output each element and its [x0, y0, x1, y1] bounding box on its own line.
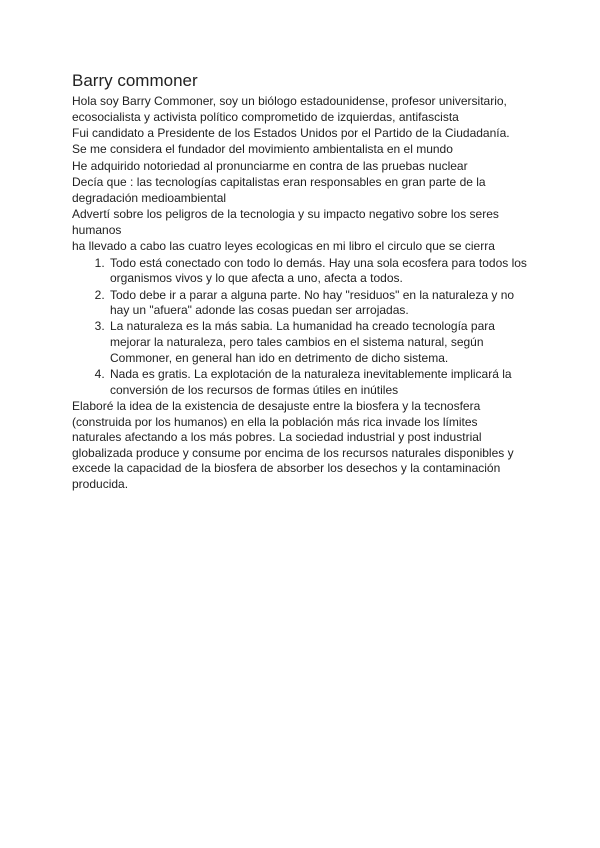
document-page [72, 70, 530, 493]
intro-paragraph: ha llevado a cabo las cuatro leyes ecologicas en mi libro el circulo que se cierra [72, 239, 495, 254]
list-item: 3. La naturaleza es la más sabia. La humanidad ha creado tecnología para mejorar la naturaleza, pero tales cambios en el sistema natural, según Commoner, en general han ido en detrimento de dicho sistema. [108, 319, 530, 366]
intro-paragraph: He adquirido notoriedad al pronunciarme en contra de las pruebas nuclear [72, 158, 468, 173]
intro-paragraph: Fui candidato a Presidente de los Estados Unidos por el Partido de la Ciudadanía. [72, 125, 510, 140]
intro-paragraph: Se me considera el fundador del movimiento ambientalista en el mundo [72, 142, 453, 157]
intro-paragraph: Advertí sobre los peligros de la tecnologia y su impacto negativo sobre los seres humanos [72, 207, 499, 237]
document-title: Barry commoner [72, 71, 198, 90]
list-item: 2. Todo debe ir a parar a alguna parte. No hay "residuos" en la naturaleza y no hay un "afuera" adonde las cosas puedan ser arrojadas. [108, 288, 530, 319]
intro-paragraph: Hola soy Barry Commoner, soy un biólogo estadounidense, profesor universitario, ecosocialista y activista político comprometido de izquierdas, antifascista [72, 94, 507, 124]
intro-paragraph: Decía que : las tecnologías capitalistas eran responsables en gran parte de la degradación medioambiental [72, 175, 486, 205]
list-item: 4. Nada es gratis. La explotación de la naturaleza inevitablemente implicará la conversión de los recursos de formas útiles en inútiles [108, 367, 530, 398]
ecological-laws-list [72, 256, 530, 399]
closing-paragraph: Elaboré la idea de la existencia de desajuste entre la biosfera y la tecnosfera (construida por los humanos) en ella la población más rica invade los límites naturales afectando a los más pobres. La sociedad industrial y post industrial globalizada produce y consume por encima de los recursos naturales disponibles y excede la capacidad de la biosfera de absorber los desechos y la contaminación producida. [72, 399, 514, 492]
list-item: 1. Todo está conectado con todo lo demás. Hay una sola ecosfera para todos los organismos vivos y lo que afecta a uno, afecta a todos. [108, 256, 530, 287]
